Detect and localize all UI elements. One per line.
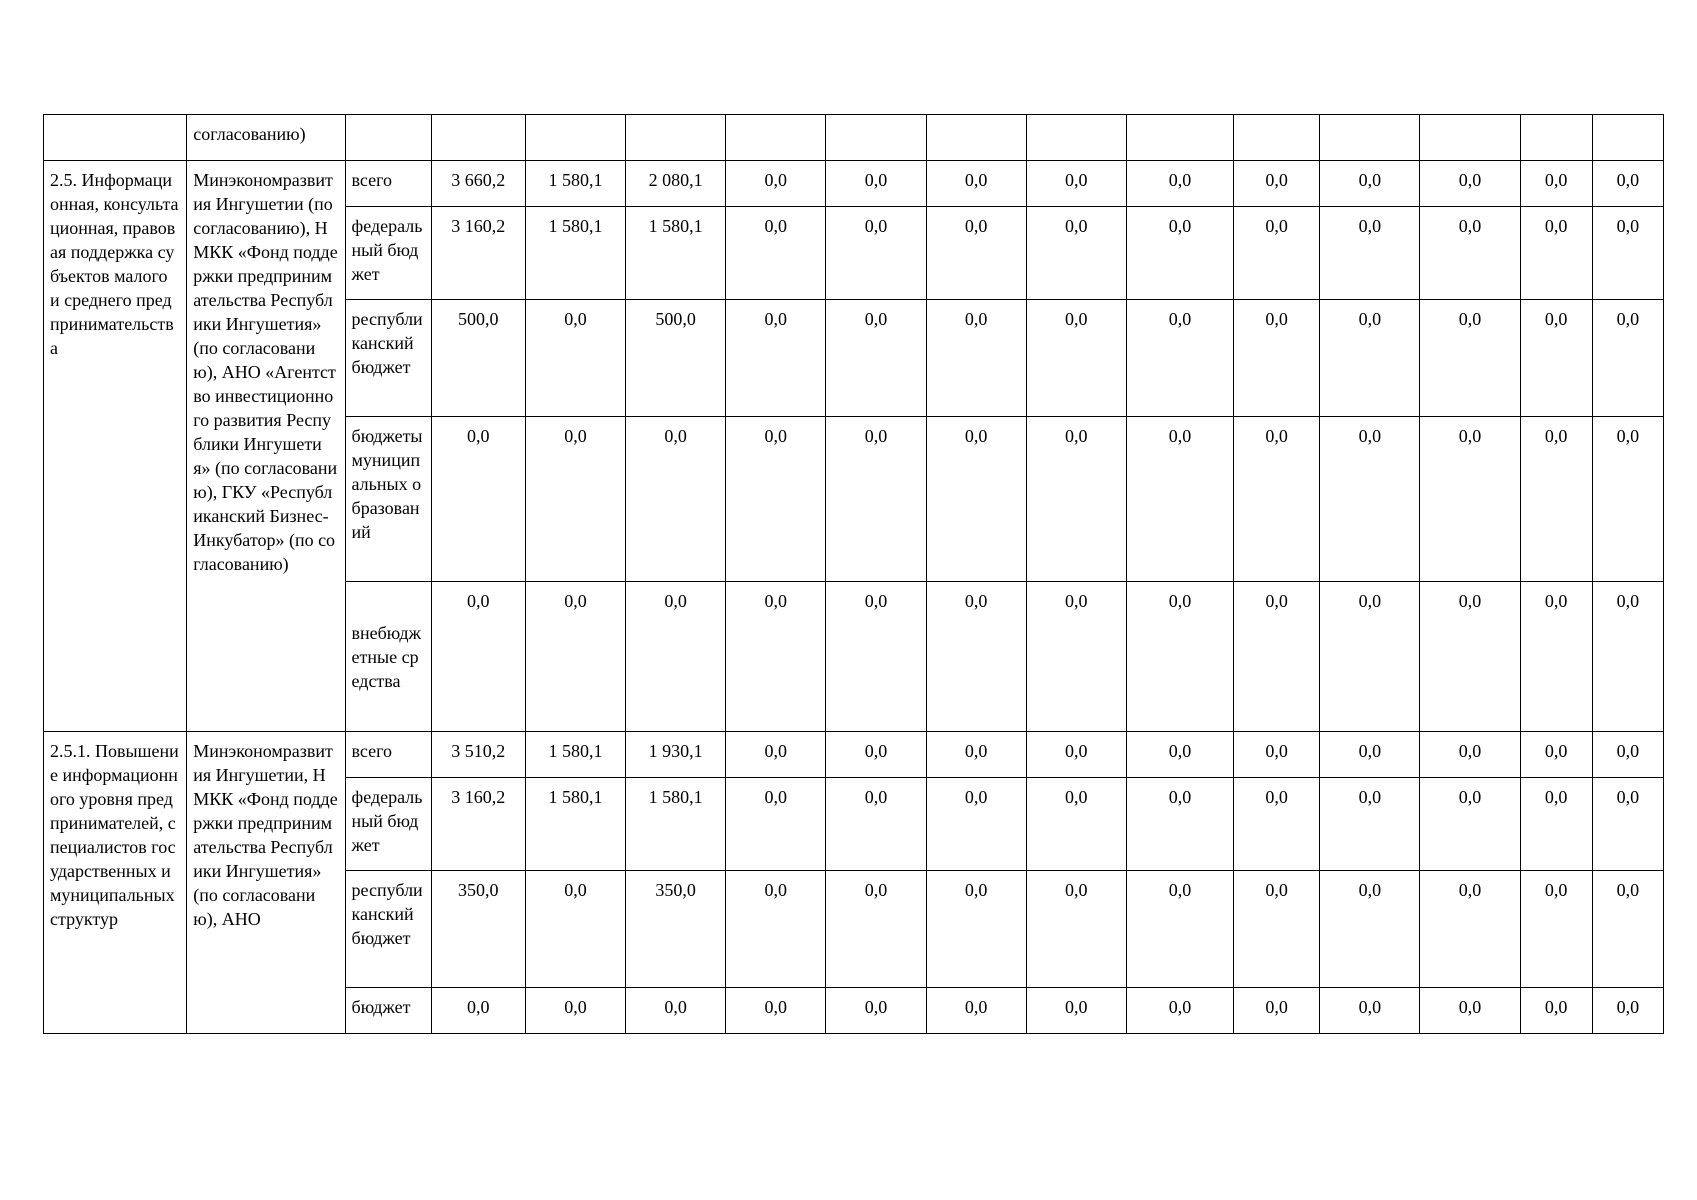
amount-cell: 0,0 [1520, 988, 1592, 1034]
amount-cell: 0,0 [1026, 207, 1126, 300]
amount-cell: 0,0 [1320, 161, 1420, 207]
amount-cell: 0,0 [1420, 988, 1520, 1034]
amount-cell: 0,0 [1026, 732, 1126, 778]
amount-cell: 0,0 [1126, 161, 1233, 207]
amount-cell: 0,0 [626, 582, 726, 732]
amount-cell: 0,0 [1592, 778, 1663, 871]
amount-cell: 0,0 [726, 300, 826, 417]
amount-cell: 0,0 [726, 732, 826, 778]
funding-source-cell: всего [345, 732, 431, 778]
amount-cell: 0,0 [1234, 732, 1320, 778]
amount-cell: 0,0 [1592, 582, 1663, 732]
amount-cell: 0,0 [1126, 207, 1233, 300]
amount-cell: 0,0 [926, 778, 1026, 871]
amount-cell: 0,0 [826, 207, 926, 300]
amount-cell: 0,0 [525, 582, 625, 732]
amount-cell: 0,0 [626, 988, 726, 1034]
amount-cell: 0,0 [1420, 582, 1520, 732]
executor-cell: Минэкономразвития Ингушетии, НМКК «Фонд поддержки предпринимательства Республики Ингушетия» (по согласованию), АНО [187, 732, 345, 1034]
amount-cell: 0,0 [926, 417, 1026, 582]
amount-cell: 0,0 [1520, 300, 1592, 417]
funding-source-cell: бюджеты муниципальных образований [345, 417, 431, 582]
amount-cell: 0,0 [1592, 871, 1663, 988]
amount-cell: 0,0 [1320, 207, 1420, 300]
amount-cell: 0,0 [726, 582, 826, 732]
amount-cell: 1 580,1 [525, 207, 625, 300]
amount-cell: 3 160,2 [431, 778, 525, 871]
amount-cell: 0,0 [1234, 417, 1320, 582]
amount-cell: 0,0 [525, 417, 625, 582]
amount-cell: 0,0 [1420, 871, 1520, 988]
amount-cell: 0,0 [1126, 300, 1233, 417]
amount-cell: 0,0 [1320, 871, 1420, 988]
amount-cell: 0,0 [826, 300, 926, 417]
amount-cell: 1 580,1 [626, 207, 726, 300]
amount-cell: 0,0 [1592, 732, 1663, 778]
funding-source-cell: всего [345, 161, 431, 207]
funding-source-cell: внебюджетные средства [345, 582, 431, 732]
amount-cell: 0,0 [1234, 582, 1320, 732]
measure-name-cell: 2.5.1. Повышение информационного уровня предпринимателей, специалистов государственных и муниципальных структур [44, 732, 187, 1034]
amount-cell: 0,0 [726, 778, 826, 871]
table-row [44, 161, 1664, 207]
amount-cell: 0,0 [726, 417, 826, 582]
amount-cell: 0,0 [1520, 161, 1592, 207]
amount-cell: 0,0 [926, 161, 1026, 207]
amount-cell: 0,0 [1234, 871, 1320, 988]
amount-cell: 0,0 [1592, 417, 1663, 582]
amount-cell: 0,0 [1592, 161, 1663, 207]
amount-cell: 0,0 [1234, 207, 1320, 300]
amount-cell: 0,0 [525, 988, 625, 1034]
amount-cell: 0,0 [626, 417, 726, 582]
amount-cell: 0,0 [1026, 417, 1126, 582]
amount-cell: 0,0 [1592, 988, 1663, 1034]
amount-cell: 0,0 [726, 161, 826, 207]
amount-cell: 0,0 [1420, 778, 1520, 871]
amount-cell: 0,0 [1126, 582, 1233, 732]
amount-cell: 0,0 [1520, 732, 1592, 778]
funding-source-cell: федеральный бюджет [345, 778, 431, 871]
amount-cell: 0,0 [826, 161, 926, 207]
amount-cell: 3 510,2 [431, 732, 525, 778]
amount-cell: 500,0 [626, 300, 726, 417]
amount-cell: 0,0 [1520, 417, 1592, 582]
amount-cell: 0,0 [1126, 417, 1233, 582]
budget-table [43, 114, 1664, 1034]
amount-cell: 0,0 [1234, 778, 1320, 871]
amount-cell: 0,0 [1520, 871, 1592, 988]
funding-source-cell: республиканский бюджет [345, 300, 431, 417]
amount-cell: 1 930,1 [626, 732, 726, 778]
amount-cell: 0,0 [1420, 207, 1520, 300]
amount-cell: 0,0 [1234, 300, 1320, 417]
amount-cell: 0,0 [726, 988, 826, 1034]
amount-cell: 0,0 [826, 871, 926, 988]
amount-cell: 0,0 [1420, 300, 1520, 417]
amount-cell: 0,0 [1126, 871, 1233, 988]
table-row [44, 732, 1664, 778]
amount-cell: 0,0 [1592, 207, 1663, 300]
funding-source-cell: республиканский бюджет [345, 871, 431, 988]
amount-cell: 0,0 [926, 871, 1026, 988]
amount-cell: 0,0 [1026, 778, 1126, 871]
amount-cell: 0,0 [1520, 778, 1592, 871]
amount-cell: 0,0 [1320, 732, 1420, 778]
amount-cell: 0,0 [1320, 417, 1420, 582]
amount-cell: 0,0 [726, 207, 826, 300]
amount-cell: 0,0 [1320, 988, 1420, 1034]
empty-name-cell [44, 115, 187, 161]
amount-cell: 1 580,1 [626, 778, 726, 871]
amount-cell: 0,0 [926, 988, 1026, 1034]
funding-source-cell: федеральный бюджет [345, 207, 431, 300]
amount-cell: 0,0 [1320, 300, 1420, 417]
amount-cell: 350,0 [431, 871, 525, 988]
amount-cell: 0,0 [1320, 778, 1420, 871]
amount-cell: 0,0 [1026, 161, 1126, 207]
amount-cell: 3 160,2 [431, 207, 525, 300]
amount-cell: 0,0 [1026, 582, 1126, 732]
executor-cell: Минэкономразвития Ингушетии (по согласованию), НМКК «Фонд поддержки предпринимательства Республики Ингушетия» (по согласованию), АНО «Агентство инвестиционного развития Республики Ингушетия» (по согласованию), ГКУ «Республиканский Бизнес-Инкубатор» (по согласованию) [187, 161, 345, 732]
amount-cell: 0,0 [1520, 582, 1592, 732]
amount-cell: 0,0 [826, 417, 926, 582]
amount-cell: 1 580,1 [525, 732, 625, 778]
amount-cell: 0,0 [1234, 161, 1320, 207]
amount-cell: 0,0 [431, 582, 525, 732]
amount-cell: 1 580,1 [525, 778, 625, 871]
amount-cell: 0,0 [726, 871, 826, 988]
amount-cell: 0,0 [926, 732, 1026, 778]
amount-cell: 0,0 [926, 582, 1026, 732]
amount-cell: 0,0 [1420, 417, 1520, 582]
amount-cell: 0,0 [1520, 207, 1592, 300]
amount-cell: 0,0 [1234, 988, 1320, 1034]
amount-cell: 0,0 [1126, 732, 1233, 778]
carry-over-row [44, 115, 1664, 161]
amount-cell: 0,0 [826, 582, 926, 732]
amount-cell: 0,0 [1320, 582, 1420, 732]
funding-source-cell: бюджет [345, 988, 431, 1034]
amount-cell: 2 080,1 [626, 161, 726, 207]
carry-over-executor: согласованию) [187, 115, 345, 161]
amount-cell: 0,0 [431, 417, 525, 582]
amount-cell: 3 660,2 [431, 161, 525, 207]
amount-cell: 0,0 [1126, 988, 1233, 1034]
amount-cell: 0,0 [826, 732, 926, 778]
amount-cell: 350,0 [626, 871, 726, 988]
amount-cell: 0,0 [1026, 988, 1126, 1034]
amount-cell: 1 580,1 [525, 161, 625, 207]
measure-name-cell: 2.5. Информационная, консультационная, правовая поддержка субъектов малого и среднего предпринимательства [44, 161, 187, 732]
amount-cell: 0,0 [1420, 161, 1520, 207]
amount-cell: 0,0 [1026, 300, 1126, 417]
amount-cell: 0,0 [525, 871, 625, 988]
amount-cell: 0,0 [525, 300, 625, 417]
amount-cell: 0,0 [1026, 871, 1126, 988]
amount-cell: 0,0 [926, 300, 1026, 417]
amount-cell: 0,0 [826, 988, 926, 1034]
amount-cell: 0,0 [826, 778, 926, 871]
amount-cell: 0,0 [1592, 300, 1663, 417]
amount-cell: 0,0 [1126, 778, 1233, 871]
amount-cell: 500,0 [431, 300, 525, 417]
amount-cell: 0,0 [1420, 732, 1520, 778]
amount-cell: 0,0 [431, 988, 525, 1034]
amount-cell: 0,0 [926, 207, 1026, 300]
